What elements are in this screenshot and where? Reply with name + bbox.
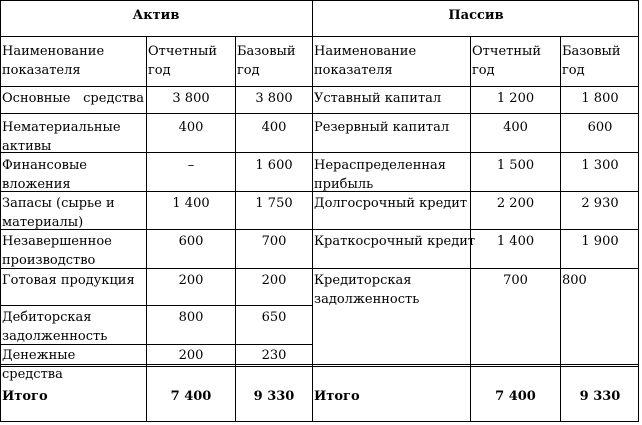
assets-row-base: 700 xyxy=(261,234,287,249)
row-label: Денежные xyxy=(2,348,76,363)
assets-row-base: 3 800 xyxy=(255,91,293,106)
header-text: Наименование xyxy=(314,44,417,59)
row-label: Нераспределенная xyxy=(314,158,446,173)
header-text: Наименование xyxy=(2,44,105,59)
header-text: год xyxy=(237,63,260,78)
row-label: материалы) xyxy=(2,215,84,230)
assets-total-label: Итого xyxy=(2,389,48,404)
assets-header-base xyxy=(237,42,296,80)
assets-row-base: 1 600 xyxy=(255,158,293,173)
row-label: Нематериальные xyxy=(2,120,121,135)
assets-row-name xyxy=(2,308,107,346)
liabilities-header-report xyxy=(472,42,541,80)
assets-row-report: 200 xyxy=(178,273,204,288)
row-label: Дебиторская xyxy=(2,310,92,325)
assets-section-title: Актив xyxy=(132,8,180,23)
row-label: Запасы (сырье и xyxy=(2,196,115,211)
header-text: показателя xyxy=(2,63,81,78)
header-text: Базовый xyxy=(562,44,621,59)
liabilities-row-base: 1 300 xyxy=(581,158,619,173)
liabilities-header-name xyxy=(314,42,416,80)
liabilities-row-base: 1 900 xyxy=(581,234,619,249)
row-label: Кредиторская xyxy=(314,273,412,288)
assets-total-report: 7 400 xyxy=(170,389,212,404)
assets-row-name xyxy=(2,232,112,270)
row-label: Уставный капитал xyxy=(314,91,442,106)
assets-row-base: 650 xyxy=(261,310,287,325)
assets-total-base: 9 330 xyxy=(253,389,295,404)
row-label: средства xyxy=(2,367,63,382)
liabilities-row-name xyxy=(314,156,446,194)
row-label: производство xyxy=(2,253,96,268)
assets-row-name xyxy=(2,156,87,194)
assets-header-name xyxy=(2,42,104,80)
header-text: год xyxy=(562,63,585,78)
header-text: Отчетный xyxy=(148,44,218,59)
assets-row-report: 1 400 xyxy=(172,196,210,211)
header-text: год xyxy=(472,63,495,78)
row-label: задолженность xyxy=(2,329,108,344)
assets-row-base: 400 xyxy=(261,120,287,135)
liabilities-row-report: 400 xyxy=(503,120,528,135)
liabilities-row-report: 1 200 xyxy=(496,91,535,106)
row-label: активы xyxy=(2,139,52,154)
liabilities-header-base xyxy=(562,42,621,80)
header-text: год xyxy=(148,63,171,78)
row-label: прибыль xyxy=(314,177,374,192)
assets-row-report: 600 xyxy=(178,234,204,249)
assets-row-base: 1 750 xyxy=(255,196,293,211)
liabilities-row-report: 2 200 xyxy=(496,196,535,211)
assets-row-name xyxy=(2,89,144,108)
liabilities-total-label: Итого xyxy=(314,389,360,404)
liabilities-row-name xyxy=(314,271,419,309)
liabilities-row-base: 600 xyxy=(587,120,613,135)
row-label: Краткосрочный кредит xyxy=(314,234,476,249)
assets-row-base: 230 xyxy=(261,348,287,363)
assets-row-name xyxy=(2,346,75,384)
assets-row-base: 200 xyxy=(261,273,287,288)
header-text: показателя xyxy=(314,63,393,78)
row-label: Готовая продукция xyxy=(2,273,135,288)
liabilities-row-base: 2 930 xyxy=(581,196,619,211)
row-label: Основные средства xyxy=(2,91,144,106)
assets-header-report xyxy=(148,42,217,80)
liabilities-total-base: 9 330 xyxy=(579,389,621,404)
liabilities-row-name xyxy=(314,194,467,213)
liabilities-row-report: 700 xyxy=(503,273,528,288)
row-label: Финансовые xyxy=(2,158,88,173)
row-label: вложения xyxy=(2,177,71,192)
liabilities-row-report: 1 400 xyxy=(496,234,535,249)
assets-row-report: 400 xyxy=(178,120,204,135)
liabilities-row-name xyxy=(314,89,441,108)
row-label: Незавершенное xyxy=(2,234,112,249)
assets-row-name xyxy=(2,118,121,156)
liabilities-total-report: 7 400 xyxy=(495,389,536,404)
assets-row-report: – xyxy=(187,158,195,173)
assets-row-name xyxy=(2,194,115,232)
liabilities-row-name xyxy=(314,118,449,137)
liabilities-row-report: 1 500 xyxy=(496,158,535,173)
row-label: задолженность xyxy=(314,292,420,307)
row-label: Долгосрочный кредит xyxy=(314,196,468,211)
liabilities-row-base: 800 xyxy=(562,273,587,288)
assets-row-name xyxy=(2,271,135,290)
row-label: Резервный капитал xyxy=(314,120,450,135)
header-text: Базовый xyxy=(237,44,296,59)
liabilities-section-title: Пассив xyxy=(448,8,504,23)
assets-row-report: 800 xyxy=(178,310,204,325)
assets-row-report: 200 xyxy=(178,348,204,363)
liabilities-row-base: 1 800 xyxy=(581,91,619,106)
liabilities-row-name xyxy=(314,232,475,251)
assets-row-report: 3 800 xyxy=(172,91,210,106)
header-text: Отчетный xyxy=(472,44,542,59)
